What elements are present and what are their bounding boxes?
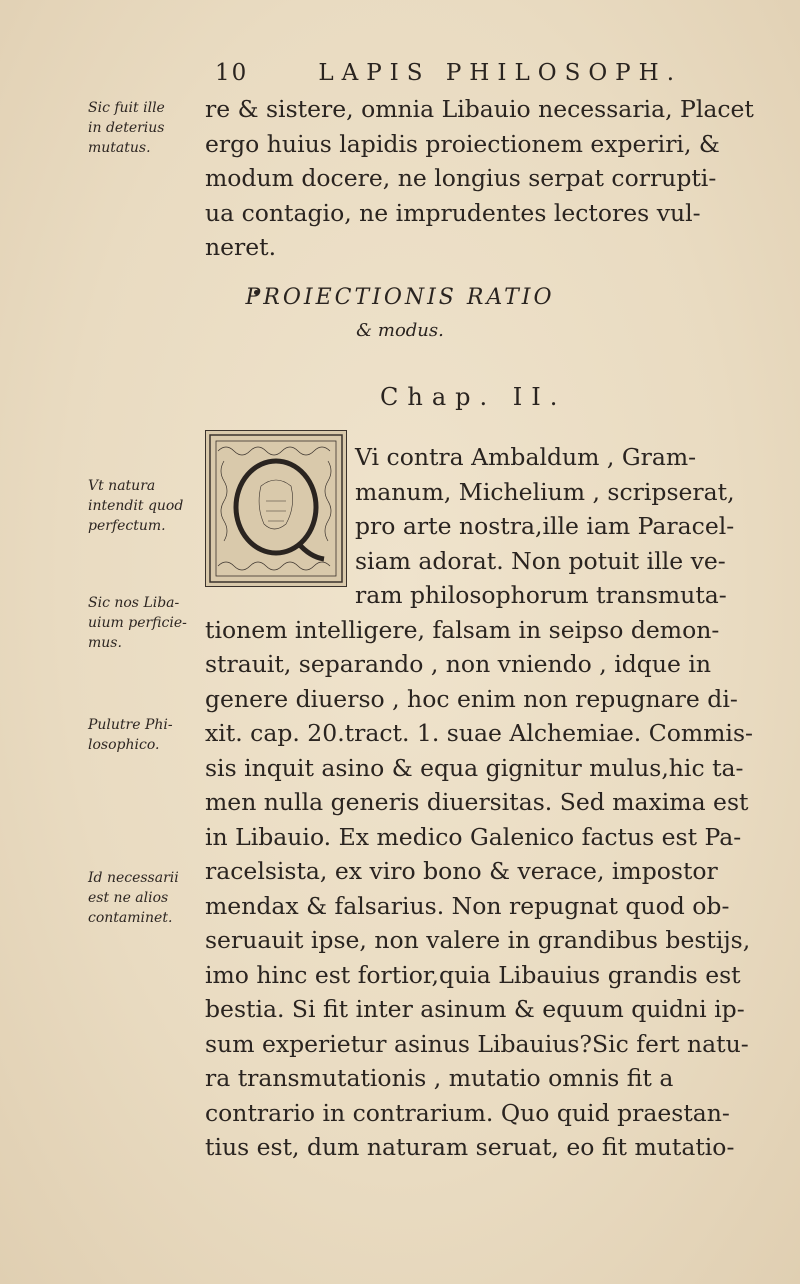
margin-note-3: Sic nos Liba- uium perficie- mus. (88, 595, 187, 651)
page-number: 10 (215, 60, 249, 86)
running-head (215, 60, 695, 86)
margin-note-4: Pulutre Phi- losophico. (88, 717, 173, 753)
margin-note-5: Id necessarii est ne alios contaminet. (88, 870, 179, 926)
section-subheading: & modus. (356, 320, 444, 341)
section-heading: PROIECTIONIS RATIO (245, 285, 555, 310)
margin-note-1: Sic fuit ille in deterius mutatus. (88, 100, 165, 156)
running-title: LAPIS PHILOSOPH. (318, 60, 683, 86)
margin-note-2: Vt natura intendit quod perfectum. (88, 478, 184, 534)
body-paragraph: Vi contra Ambaldum , Gram- manum, Michelium , scripserat, pro arte nostra,ille iam Paracel- siam adorat. Non potuit ille ve- ram philosophorum transmuta- tionem intelligere, falsam in seipso demon- strauit, separando , non vniendo , idque in genere diuerso , hoc enim non repugnare di- xit. cap. 20.tract. 1. suae Alchemiae. Commis- sis inquit asino & equa gignitur mulus,hic ta- men nulla generis diuersitas. Sed maxima est in Libauio. Ex medico Galenico factus est Pa- racelsista, ex viro bono & verace, impostor mendax & falsarius. Non repugnat quod ob- seruauit ipse, non valere in grandibus bestijs, imo hinc est fortior,quia Libauius grandis est bestia. Si fit inter asinum & equum quidni ip- sum experietur asinus Libauius?Sic fert natu- ra transmutationis , mutatio omnis fit a contrario in contrarium. Quo quid praestan- tius est, dum naturam seruat, eo fit mutatio- (205, 443, 753, 1161)
chapter-heading: Chap. II. (380, 383, 567, 411)
top-paragraph: re & sistere, omnia Libauio necessaria, Placet ergo huius lapidis proiectionem experiri, & modum docere, ne longius serpat corrupti- ua contagio, ne imprudentes lectores vul- neret. (205, 95, 754, 261)
